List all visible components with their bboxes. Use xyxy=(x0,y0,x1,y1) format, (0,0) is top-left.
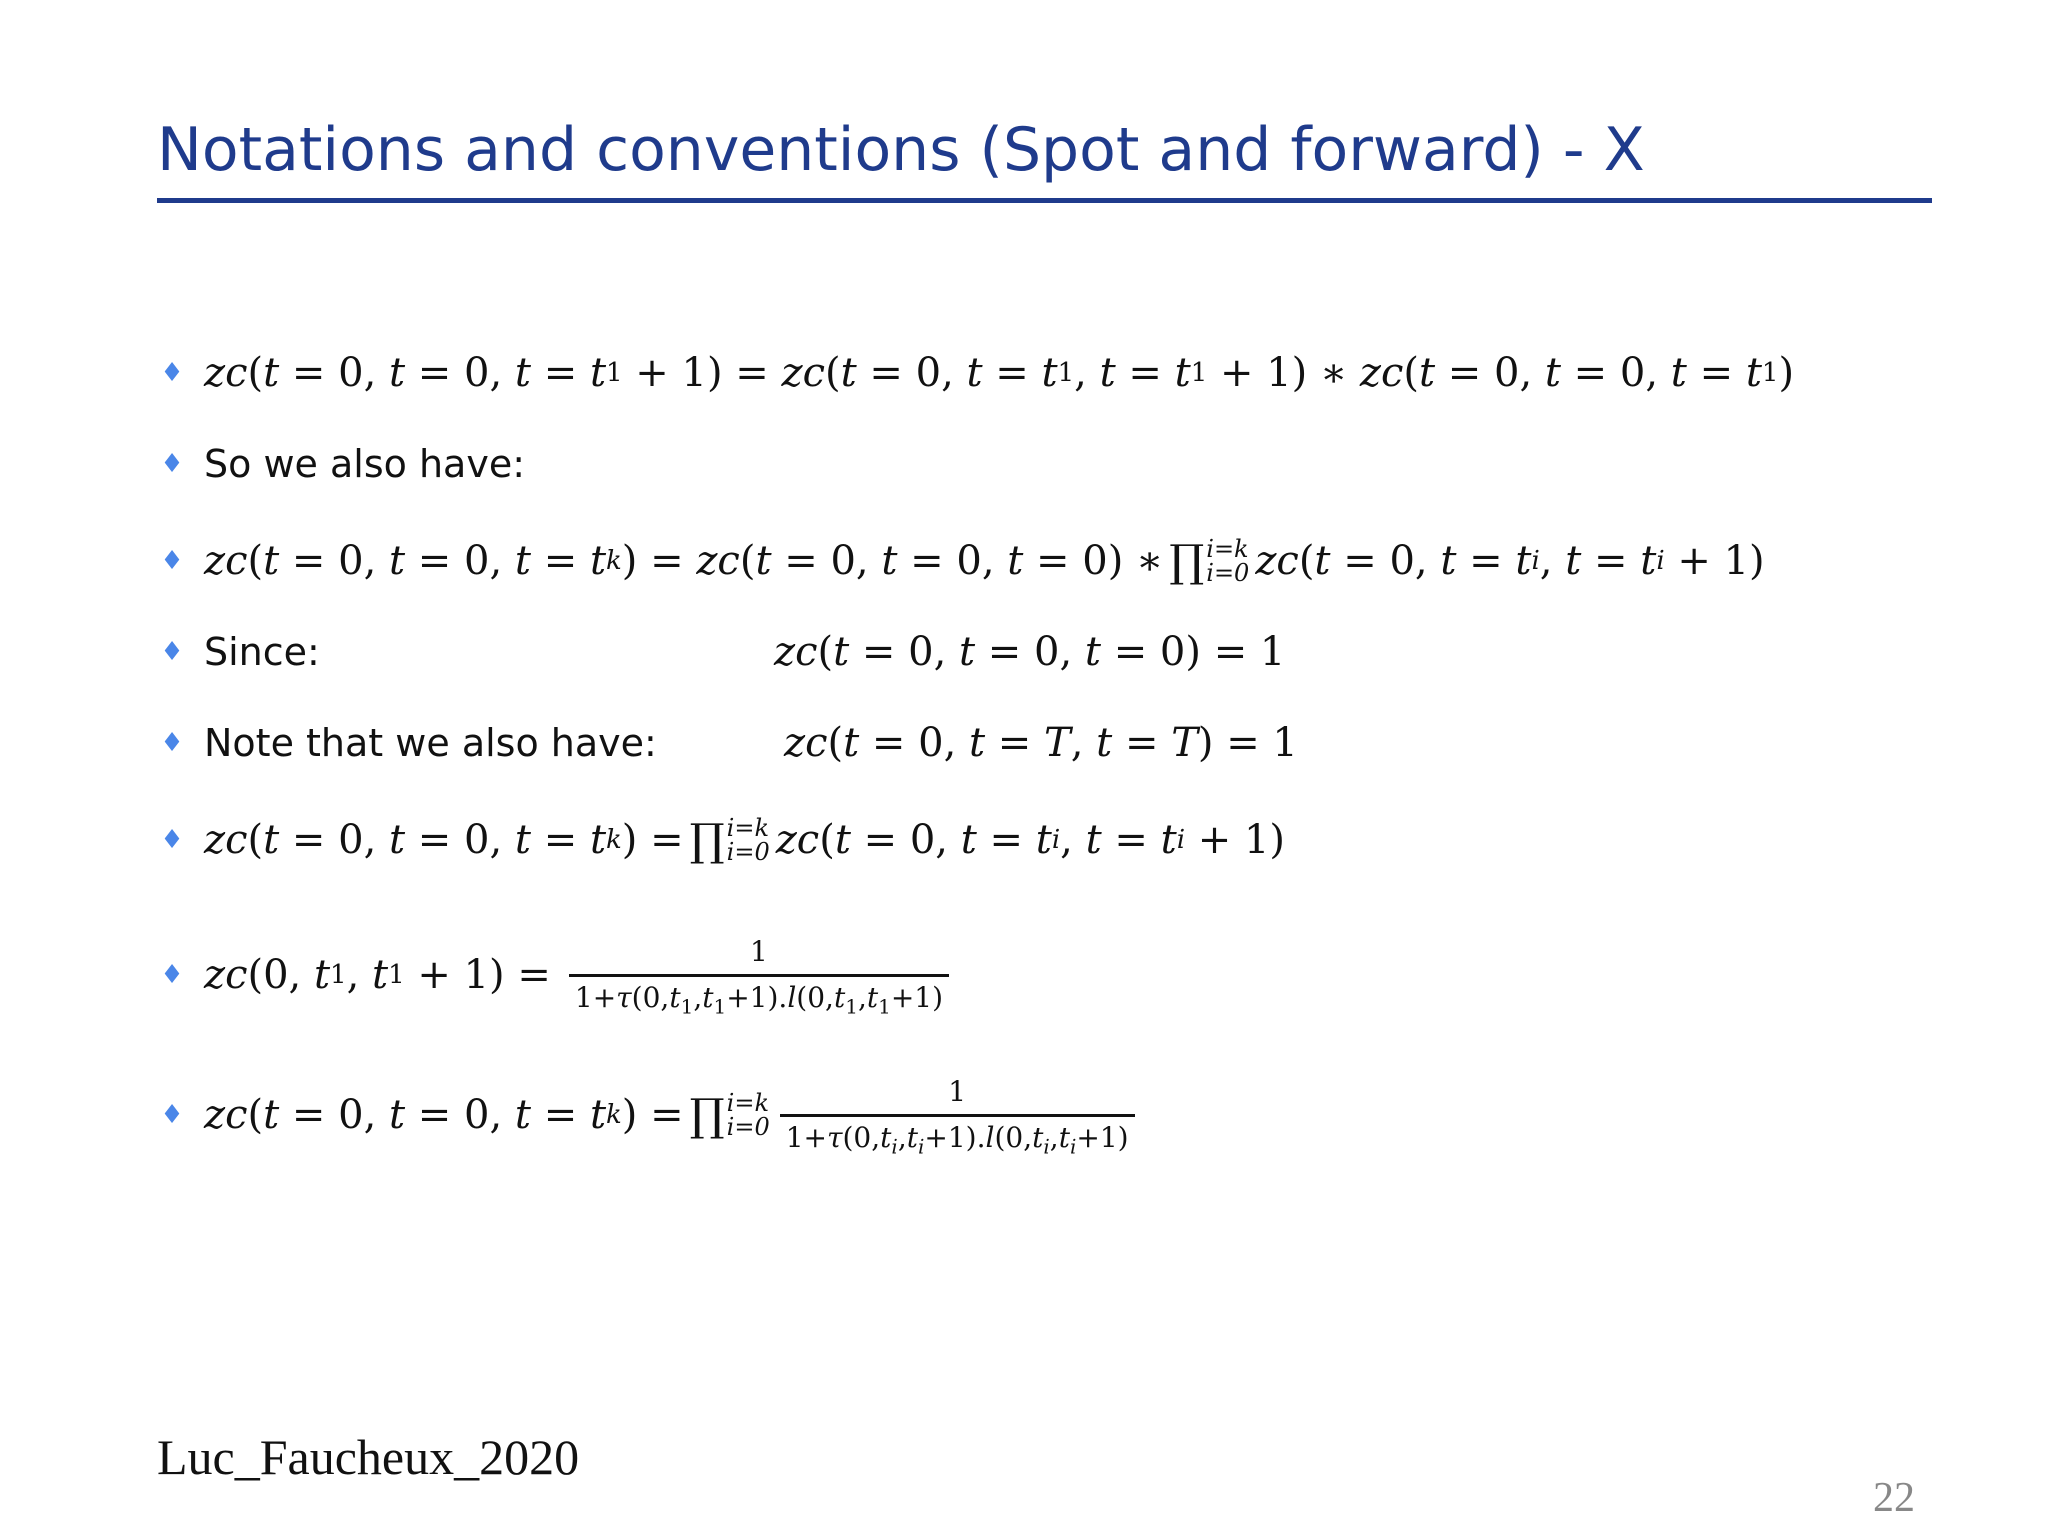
slide-title: Notations and conventions (Spot and forward) - X xyxy=(157,115,1645,185)
bullet-text: Since: xyxy=(204,630,320,674)
bullet-text: Note that we also have: xyxy=(204,721,657,765)
bullet-item-6 xyxy=(160,805,1285,875)
equation-zc-tk-product: zc ( t = 0, t = 0, t = t k ) = zc ( t = 0, t = 0, t = 0) ∗ ∏ i=k i=0 zc ( t = 0, t = t i , t = t i + 1) xyxy=(204,535,1765,587)
bullet-item-4 xyxy=(160,617,1285,687)
diamond-bullet-icon: ♦ xyxy=(160,637,184,667)
bullet-item-5 xyxy=(160,708,1298,778)
bullet-item-3 xyxy=(160,526,1765,596)
diamond-bullet-icon: ♦ xyxy=(160,449,184,479)
equation-zc-tk-product-fraction: zc ( t = 0, t = 0, t = t k ) = ∏ i=k i=0 $\frac{1}{1+\tau(0,t_i,t_i+1).l(0,t_i,t_i+1)}$ xyxy=(204,1077,1135,1154)
footer-author: Luc_Faucheux_2020 xyxy=(157,1429,580,1485)
bullet-item-8 xyxy=(160,1070,1135,1160)
bullet-item-1 xyxy=(160,338,1794,408)
equation-zc-forward-fraction: zc (0, t 1 , t 1 + 1) = $\frac{1}{1+\tau(0,t_1,t_1+1).l(0,t_1,t_1+1)}$ xyxy=(204,937,949,1014)
diamond-bullet-icon: ♦ xyxy=(160,825,184,855)
diamond-bullet-icon: ♦ xyxy=(160,728,184,758)
bullet-item-7 xyxy=(160,930,949,1020)
bullet-text: So we also have: xyxy=(204,442,525,486)
bullet-item-2 xyxy=(160,429,525,499)
diamond-bullet-icon: ♦ xyxy=(160,1100,184,1130)
diamond-bullet-icon: ♦ xyxy=(160,960,184,990)
page-number: 22 xyxy=(1873,1475,1915,1521)
fraction: $\frac{1}{1+\tau(0,t_1,t_1+1).l(0,t_1,t_1+1)}$ xyxy=(569,937,949,1014)
diamond-bullet-icon: ♦ xyxy=(160,546,184,576)
equation-zc-zero-equals-one: zc ( t = 0, t = 0, t = 0) = 1 xyxy=(774,629,1286,675)
title-underline xyxy=(157,198,1932,203)
equation-zc-T-equals-one: zc ( t = 0, t = T , t = T ) = 1 xyxy=(784,720,1298,766)
equation-zc-t1-decomposition: zc ( t = 0, t = 0, t = t 1 + 1) = zc ( t = 0, t = t 1 , t = t 1 + 1) ∗ zc ( t = 0, t = 0, t = t 1 ) xyxy=(204,350,1795,396)
fraction: $\frac{1}{1+\tau(0,t_i,t_i+1).l(0,t_i,t_i+1)}$ xyxy=(780,1077,1135,1154)
diamond-bullet-icon: ♦ xyxy=(160,358,184,388)
equation-zc-tk-pure-product: zc ( t = 0, t = 0, t = t k ) = ∏ i=k i=0 zc ( t = 0, t = t i , t = t i + 1) xyxy=(204,814,1286,866)
